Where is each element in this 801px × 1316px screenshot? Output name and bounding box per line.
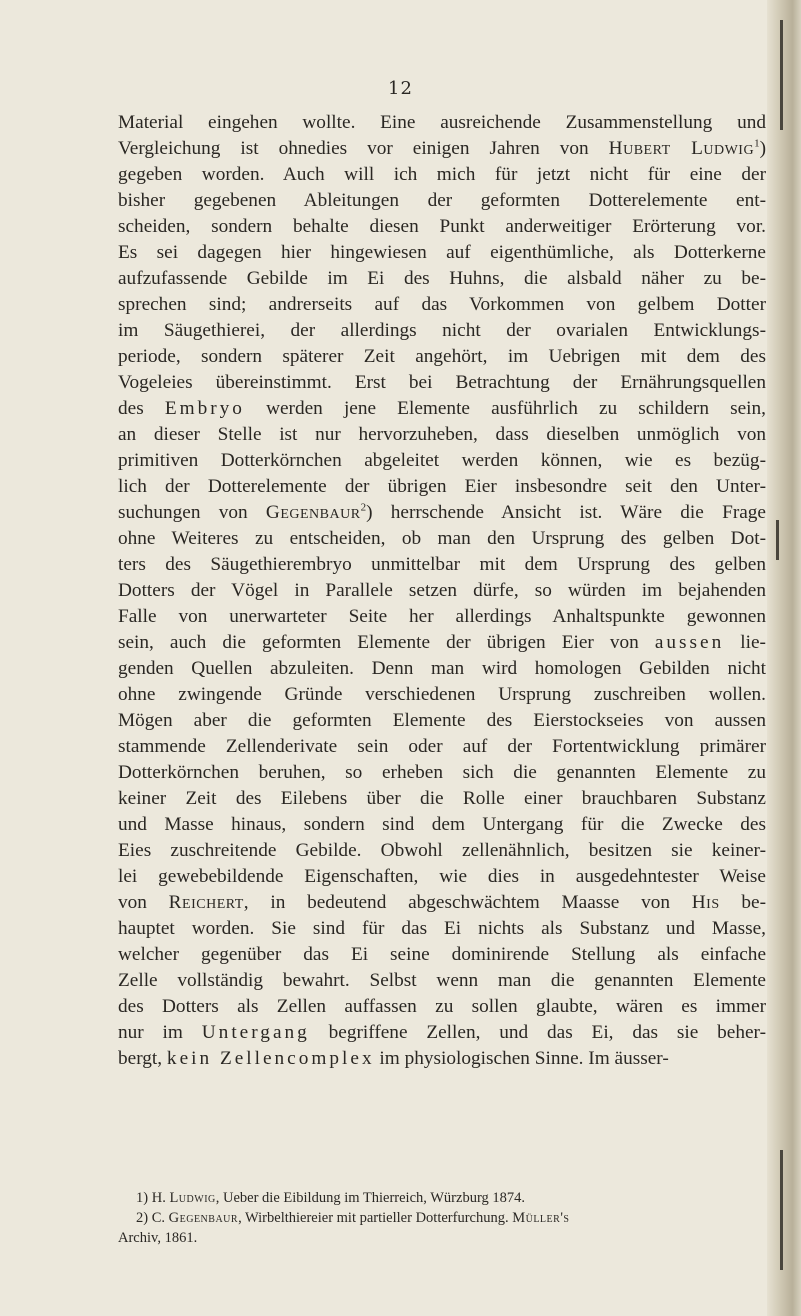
spaced-term: Untergang bbox=[201, 1022, 310, 1043]
text-line: gegeben worden. Auch will ich mich für jetzt nicht für eine der bbox=[118, 164, 766, 185]
page-edge bbox=[767, 0, 801, 1316]
text-line: Falle von unerwarteter Seite her allerdings Anhaltspunkte gewonnen bbox=[118, 606, 766, 627]
text-line: Material eingehen wollte. Eine ausreichende Zusammenstellung und bbox=[118, 112, 766, 133]
author-name: Hubert Ludwig bbox=[608, 138, 755, 159]
text-line: aufzufassende Gebilde im Ei des Huhns, die alsbald näher zu be- bbox=[118, 268, 766, 289]
author-name: His bbox=[691, 892, 720, 913]
body-text bbox=[118, 110, 766, 1072]
text-line: Eies zuschreitende Gebilde. Obwohl zellenähnlich, besitzen sie keiner- bbox=[118, 840, 766, 861]
text-line: Es sei dagegen hier hingewiesen auf eigenthümliche, als Dotterkerne bbox=[118, 242, 766, 263]
text-line: genden Quellen abzuleiten. Denn man wird homologen Gebilden nicht bbox=[118, 658, 766, 679]
footnote-ref: 2 bbox=[360, 501, 367, 514]
footnote-ref: 1 bbox=[754, 137, 760, 150]
author-name: Reichert bbox=[168, 892, 244, 913]
text-line: bisher gegebenen Ableitungen der geformten Dotterelemente ent- bbox=[118, 190, 766, 211]
spaced-term: aussen bbox=[654, 632, 725, 653]
text-line: im Säugethierei, der allerdings nicht der ovarialen Entwicklungs- bbox=[118, 320, 766, 341]
text-line: Vergleichung ist ohnedies vor einigen Jahren von Hubert Ludwig$^1$) bbox=[118, 137, 766, 159]
text-line: stammende Zellenderivate sein oder auf der Fortentwicklung primärer bbox=[118, 736, 766, 757]
text-line: primitiven Dotterkörnchen abgeleitet werden können, wie es bezüg- bbox=[118, 450, 766, 471]
text-line: und Masse hinaus, sondern sind dem Untergang für die Zwecke des bbox=[118, 814, 766, 835]
text-line: ohne Weiteres zu entscheiden, ob man den Ursprung des gelben Dot- bbox=[118, 528, 766, 549]
text-line: Dotters der Vögel in Parallele setzen dürfe, so würden im bejahenden bbox=[118, 580, 766, 601]
text-line: Zelle vollständig bewahrt. Selbst wenn man die genannten Elemente bbox=[118, 970, 766, 991]
text-line: Vogeleies übereinstimmt. Erst bei Betrachtung der Ernährungsquellen bbox=[118, 372, 766, 393]
text-line: bergt, kein Zellencomplex im physiologischen Sinne. Im äusser- bbox=[118, 1048, 669, 1069]
footnote-2-continued: Archiv, 1861. bbox=[118, 1230, 198, 1246]
text-line: periode, sondern späterer Zeit angehört, im Uebrigen mit dem des bbox=[118, 346, 766, 367]
spaced-term: kein Zellencomplex bbox=[166, 1048, 375, 1069]
text-line: Dotterkörnchen beruhen, so erheben sich die genannten Elemente zu bbox=[118, 762, 766, 783]
text-line: von Reichert, in bedeutend abgeschwächtem Maasse von His be- bbox=[118, 892, 766, 913]
text-line: des Dotters als Zellen auffassen zu sollen glaubte, wären es immer bbox=[118, 996, 766, 1017]
spaced-term: Embryo bbox=[164, 398, 245, 419]
text-line: keiner Zeit des Eilebens über die Rolle einer brauchbaren Substanz bbox=[118, 788, 766, 809]
footnote-1: 1) H. Ludwig, Ueber die Eibildung im Thierreich, Würzburg 1874. bbox=[136, 1190, 526, 1206]
text-line: sein, auch die geformten Elemente der übrigen Eier von aussen lie- bbox=[118, 632, 766, 653]
author-name: Gegenbaur bbox=[265, 502, 361, 523]
page-number: 12 bbox=[388, 78, 413, 99]
text-line: des Embryo werden jene Elemente ausführlich zu schildern sein, bbox=[118, 398, 766, 419]
text-line: sprechen sind; andrerseits auf das Vorkommen von gelbem Dotter bbox=[118, 294, 766, 315]
text-line: suchungen von Gegenbaur$^2$) herrschende Ansicht ist. Wäre die Frage bbox=[118, 501, 766, 523]
text-line: scheiden, sondern behalte diesen Punkt anderweitiger Erörterung vor. bbox=[118, 216, 766, 237]
text-line: ohne zwingende Gründe verschiedenen Ursprung zuschreiben wollen. bbox=[118, 684, 766, 705]
text-line: nur im Untergang begriffene Zellen, und das Ei, das sie beher- bbox=[118, 1022, 766, 1043]
text-line: ters des Säugethierembryo unmittelbar mit dem Ursprung des gelben bbox=[118, 554, 766, 575]
text-line: Mögen aber die geformten Elemente des Eierstockseies von aussen bbox=[118, 710, 766, 731]
footnote-2: 2) C. Gegenbaur, Wirbelthiereier mit partieller Dotterfurchung. Müller's bbox=[136, 1210, 570, 1226]
text-line: hauptet worden. Sie sind für das Ei nichts als Substanz und Masse, bbox=[118, 918, 766, 939]
text-line: welcher gegenüber das Ei seine dominirende Stellung als einfache bbox=[118, 944, 766, 965]
footnotes bbox=[118, 1188, 766, 1248]
text-line: lich der Dotterelemente der übrigen Eier insbesondre seit den Unter- bbox=[118, 476, 766, 497]
text-line: lei gewebebildende Eigenschaften, wie dies in ausgedehntester Weise bbox=[118, 866, 766, 887]
text-line: an dieser Stelle ist nur hervorzuheben, dass dieselben unmöglich von bbox=[118, 424, 766, 445]
